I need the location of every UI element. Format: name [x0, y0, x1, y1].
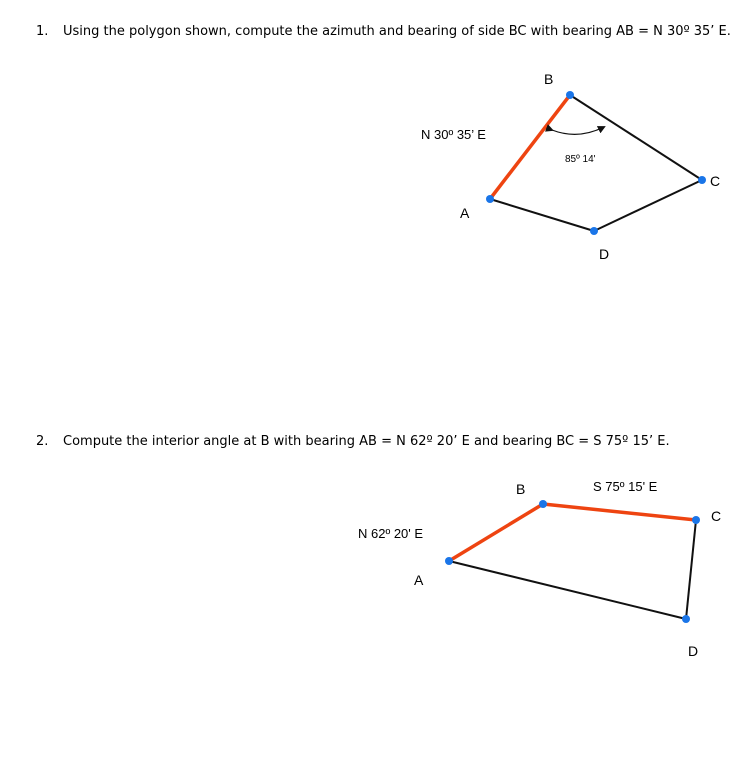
figure-1-label-d: D — [599, 246, 610, 262]
figure-2-edge-bc — [543, 504, 696, 520]
figure-1-angle-label: 85º 14' — [565, 154, 596, 165]
figure-2-label-b: B — [516, 481, 526, 497]
figure-2-label-a: A — [414, 572, 424, 588]
figure-2-bearing-bc-label: S 75º 15' E — [593, 479, 658, 494]
figure-1-label-b: B — [544, 71, 554, 87]
figure-2-edge-ab — [449, 504, 543, 561]
figure-2-vertex-c — [692, 516, 700, 524]
figure-1-bearing-label: N 30º 35’ E — [421, 127, 486, 142]
question-1-text: Using the polygon shown, compute the azimuth and bearing of side BC with bearing AB = N 30º 35’ E. — [63, 24, 731, 39]
figure-2-label-d: D — [688, 643, 699, 659]
figure-2-edge-cd — [686, 520, 696, 619]
figure-2-vertex-a — [445, 557, 453, 565]
figure-2-label-c: C — [711, 508, 722, 524]
figure-2-edge-da — [449, 561, 686, 619]
figure-2-vertex-d — [682, 615, 690, 623]
question-2-number: 2. — [36, 434, 49, 449]
question-1-number: 1. — [36, 24, 49, 39]
figure-2-vertex-b — [539, 500, 547, 508]
figure-2-bearing-ab-label: N 62º 20' E — [358, 526, 424, 541]
figure-1-label-c: C — [710, 173, 721, 189]
question-2-text: Compute the interior angle at B with bearing AB = N 62º 20’ E and bearing BC = S 75º 15’ E. — [63, 434, 670, 449]
figure-1-label-a: A — [460, 205, 470, 221]
